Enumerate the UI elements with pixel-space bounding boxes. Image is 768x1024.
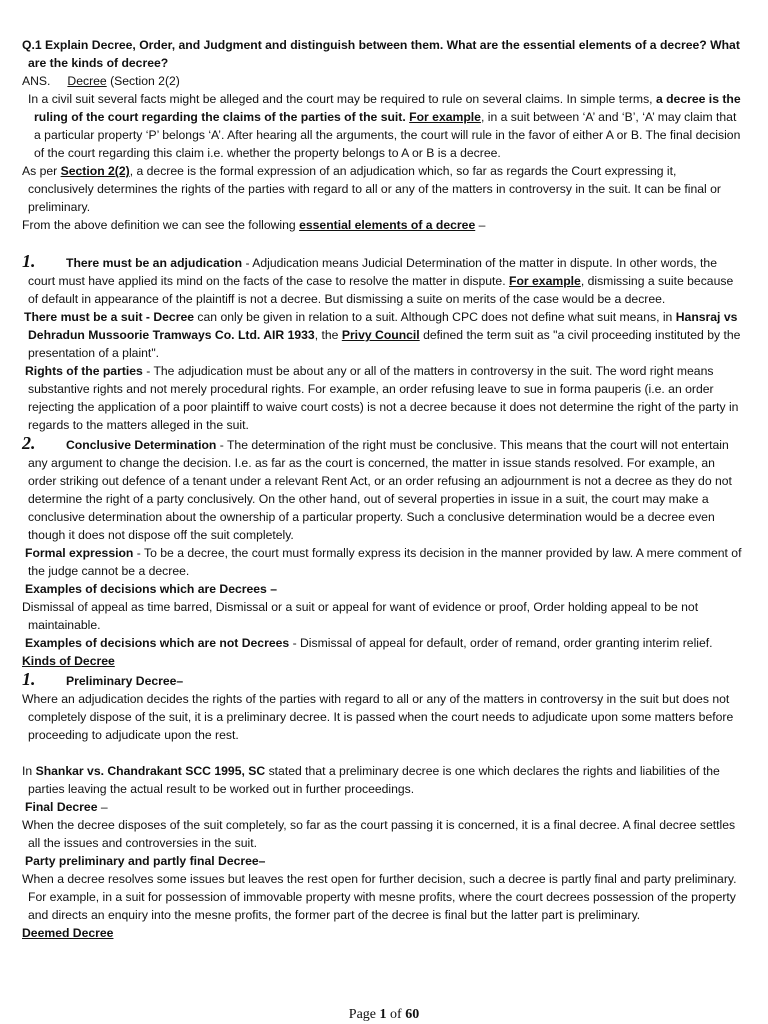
- of-word: of: [390, 1007, 402, 1022]
- decree-heading: Decree: [67, 74, 107, 88]
- kind-preliminary-text: [22, 690, 744, 744]
- kind-partly-title: [22, 852, 744, 870]
- kind-partly-text: [22, 870, 744, 924]
- decree-definition-bold: a decree is the ruling of the court regarding the claims of the parties of the suit.: [34, 92, 741, 124]
- intro-paragraph-2: [22, 162, 744, 216]
- kinds-of-decree-heading: Kinds of Decree: [22, 654, 115, 668]
- kind-text: When the decree disposes of the suit completely, so far as the court passing it is concerned, it is a final decree. A final decree settles all the issues and controversies in the suit.: [22, 818, 736, 850]
- kind-title: Final Decree: [25, 800, 98, 814]
- dash: –: [100, 800, 108, 814]
- deemed-decree-heading: Deemed Decree: [22, 926, 114, 940]
- ans-label: ANS.: [22, 74, 51, 88]
- intro-text: In a civil suit several facts might be alleged and the court may be required to rule on several claims. In simple terms,: [28, 92, 653, 106]
- case-citation: Shankar vs. Chandrakant SCC 1995, SC: [35, 764, 266, 778]
- privy-council-label: Privy Council: [341, 328, 420, 342]
- intro-text: From the above definition we can see the following: [22, 218, 296, 232]
- shankar-case-paragraph: [22, 762, 744, 798]
- list-number: 1.: [22, 669, 36, 689]
- page-word: Page: [348, 1007, 377, 1022]
- dash: –: [478, 218, 486, 232]
- kind-text: When a decree resolves some issues but leaves the rest open for further decision, such a decree is partly final and party preliminary. For example, in a suit for possession of immovable property with mesne profits, where the court decrees possession of the property and directs an enquiry into the mesne profits, the former part of the decree is final but the latter part is preliminary.: [22, 872, 737, 922]
- element-text: can only be given in relation to a suit. Although CPC does not define what suit means, in: [197, 310, 673, 324]
- element-title: Formal expression: [25, 546, 134, 560]
- element-title: There must be a suit - Decree: [24, 310, 195, 324]
- kind-text-cont: stated that a preliminary decree is one which declares the rights and liabilities of the parties leaving the actual result to be worked out in further proceedings.: [28, 764, 720, 796]
- element-text: - The adjudication must be about any or all of the matters in controversy in the suit. The word right means substantive rights and not merely procedural rights. For example, an order refusing leave to sue in forma pauperis (i.e. an order rejecting the application of a poor plaintiff to waive court costs) is not a decree because it does not determine the right of the party in regards to the matters alleged in the suit.: [28, 364, 739, 432]
- list-number: 1.: [22, 251, 36, 271]
- kind-final-text: [22, 816, 744, 852]
- element-title: There must be an adjudication: [66, 256, 243, 270]
- question-text: Q.1 Explain Decree, Order, and Judgment and distinguish between them. What are the essential elements of a decree? What are the kinds of decree?: [22, 38, 740, 70]
- kind-title: Party preliminary and partly final Decree–: [25, 854, 266, 868]
- section-title: Examples of decisions which are Decrees –: [25, 582, 277, 596]
- kind-title: Preliminary Decree–: [66, 674, 184, 688]
- kind-deemed-title: [22, 924, 744, 942]
- case-citation: Hansraj vs Dehradun Mussoorie Tramways Co. Ltd. AIR 1933: [28, 310, 738, 342]
- element-text: - Adjudication means Judicial Determination of the matter in dispute. In other words, the court must have applied its mind on the facts of the case to resolve the matter in dispute.: [28, 256, 717, 288]
- essential-elements-label: essential elements of a decree: [299, 218, 476, 232]
- element-conclusive: [22, 434, 744, 544]
- intro-text: As per: [22, 164, 58, 178]
- kind-preliminary-title: [22, 670, 744, 690]
- examples-decrees-text: [22, 598, 744, 634]
- list-number: 2.: [22, 433, 36, 453]
- examples-text: - Dismissal of appeal for default, order of remand, order granting interim relief.: [292, 636, 713, 650]
- for-example-label: For example: [509, 274, 581, 288]
- element-adjudication: [22, 252, 744, 308]
- intro-paragraph-3: [22, 216, 744, 234]
- kind-text: In: [22, 764, 33, 778]
- total-page-count: 60: [405, 1007, 420, 1022]
- decree-section: (Section 2(2): [110, 74, 180, 88]
- element-formal: [22, 544, 744, 580]
- intro-text-cont: , a decree is the formal expression of an adjudication which, so far as regards the Court expressing it, conclusively determines the rights of the parties with regard to all or any of the matters in controversy in the suit. It can be final or preliminary.: [28, 164, 721, 214]
- section-title: Examples of decisions which are not Decrees: [25, 636, 290, 650]
- page-footer: [0, 1006, 768, 1024]
- kind-final-title: [22, 798, 744, 816]
- element-rights: [22, 362, 744, 434]
- answer-line: [22, 72, 744, 90]
- kinds-heading: [22, 652, 744, 670]
- examples-decrees-title: [22, 580, 744, 598]
- examples-text: Dismissal of appeal as time barred, Dismissal or a suit or appeal for want of evidence or proof, Order holding appeal to be not maintainable.: [22, 600, 699, 632]
- intro-text-cont: , in a suit between ‘A’ and ‘B’, ‘A’ may claim that a particular property ‘P’ belongs ‘A’. After hearing all the arguments, the court will rule in the favor of either A or B. The final decision of the court regarding this claim i.e. whether the property belongs to A or B is a decree.: [34, 110, 741, 160]
- intro-paragraph-1: [22, 90, 744, 162]
- element-title: Conclusive Determination: [66, 438, 217, 452]
- for-example-label: For example: [409, 110, 481, 124]
- document-page: [22, 36, 744, 942]
- element-text: - To be a decree, the court must formally express its decision in the manner provided by law. A mere comment of the judge cannot be a decree.: [28, 546, 742, 578]
- current-page-number: 1: [379, 1007, 387, 1022]
- kind-text: Where an adjudication decides the rights of the parties with regard to all or any of the matters in controversy in the suit but does not completely dispose of the suit, it is a preliminary decree. It is passed when the court needs to adjudicate upon some matters before proceeding to adjudicate upon the rest.: [22, 692, 734, 742]
- question-heading: [22, 36, 744, 72]
- element-text: - The determination of the right must be conclusive. This means that the court will not entertain any argument to change the decision. I.e. as far as the court is concerned, the matter in issue stands resolved. For example, an order striking out defence of a tenant under a relevant Rent Act, or an order refusing an adjournment is not a decree as they do not determine the right of a party conclusively. On the other hand, out of several properties in issue in a suit, the court may make a conclusive determination about the ownership of a particular property. Such a conclusive determination would be a decree even though it does not dispose off the suit completely.: [28, 438, 732, 542]
- element-text-cont: defined the term suit as "a civil proceeding instituted by the presentation of a plaint".: [28, 328, 741, 360]
- examples-not-decrees: [22, 634, 744, 652]
- element-text-cont: , dismissing a suite because of default in appearance of the plaintiff is not a decree. But dismissing a suite on merits of the case would be a decree.: [28, 274, 734, 306]
- element-text: , the: [314, 328, 339, 342]
- element-title: Rights of the parties: [25, 364, 143, 378]
- element-suit: [22, 308, 744, 362]
- section-ref: Section 2(2): [60, 164, 130, 178]
